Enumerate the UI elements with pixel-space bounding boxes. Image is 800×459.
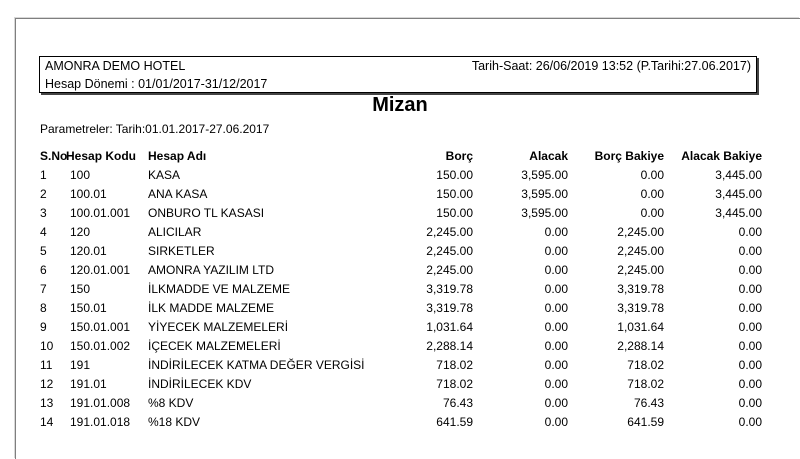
row-credit: 0.00 (544, 339, 568, 353)
table-row (0, 168, 800, 187)
row-credit: 0.00 (544, 225, 568, 239)
row-sno: 12 (40, 377, 54, 391)
table-row (0, 225, 800, 244)
table-row (0, 187, 800, 206)
row-sno: 6 (40, 263, 47, 277)
table-row (0, 301, 800, 320)
table-row (0, 339, 800, 358)
table-header (0, 149, 800, 165)
row-credit: 0.00 (544, 244, 568, 258)
row-debit: 150.00 (436, 168, 473, 182)
row-account-name: YİYECEK MALZEMELERİ (148, 320, 289, 334)
row-credit-balance: 0.00 (738, 225, 762, 239)
row-account-name: KASA (148, 168, 181, 182)
table-row (0, 396, 800, 415)
row-debit: 150.00 (436, 187, 473, 201)
row-credit-balance: 0.00 (738, 377, 762, 391)
row-debit-balance: 3,319.78 (617, 282, 664, 296)
row-credit-balance: 0.00 (738, 358, 762, 372)
row-credit-balance: 3,445.00 (715, 168, 762, 182)
row-debit-balance: 1,031.64 (617, 320, 664, 334)
row-sno: 3 (40, 206, 47, 220)
row-account-code: 191.01.008 (70, 396, 131, 410)
row-credit: 0.00 (544, 320, 568, 334)
column-header-debit: Borç (445, 149, 473, 163)
row-credit-balance: 0.00 (738, 396, 762, 410)
accounting-period: Hesap Dönemi : 01/01/2017-31/12/2017 (45, 77, 268, 91)
table-row (0, 358, 800, 377)
row-debit: 3,319.78 (426, 282, 473, 296)
table-row (0, 263, 800, 282)
row-sno: 8 (40, 301, 47, 315)
table-row (0, 282, 800, 301)
row-credit-balance: 0.00 (738, 339, 762, 353)
row-credit: 0.00 (544, 301, 568, 315)
row-account-name: SIRKETLER (148, 244, 215, 258)
row-account-code: 150.01 (70, 301, 107, 315)
row-credit: 3,595.00 (521, 168, 568, 182)
row-sno: 14 (40, 415, 54, 429)
row-sno: 2 (40, 187, 47, 201)
table-row (0, 320, 800, 339)
row-account-code: 100.01 (70, 187, 107, 201)
row-credit-balance: 3,445.00 (715, 206, 762, 220)
row-sno: 11 (40, 358, 53, 372)
row-credit: 0.00 (544, 263, 568, 277)
row-account-name: %8 KDV (148, 396, 194, 410)
column-header-credit: Alacak (529, 149, 568, 163)
row-account-code: 191.01 (70, 377, 107, 391)
row-account-code: 191 (70, 358, 91, 372)
row-debit-balance: 718.02 (627, 358, 664, 372)
row-sno: 10 (40, 339, 54, 353)
row-sno: 4 (40, 225, 47, 239)
row-sno: 5 (40, 244, 47, 258)
row-debit-balance: 641.59 (627, 415, 664, 429)
row-account-name: İNDİRİLECEK KDV (148, 377, 252, 391)
table-row (0, 377, 800, 396)
row-credit-balance: 0.00 (738, 320, 762, 334)
row-debit: 1,031.64 (426, 320, 473, 334)
row-account-name: İLK MADDE MALZEME (148, 301, 275, 315)
row-credit: 3,595.00 (521, 187, 568, 201)
row-credit-balance: 3,445.00 (715, 187, 762, 201)
row-account-name: ANA KASA (148, 187, 208, 201)
row-credit-balance: 0.00 (738, 263, 762, 277)
row-debit-balance: 3,319.78 (617, 301, 664, 315)
column-header-debit-balance: Borç Bakiye (594, 149, 664, 163)
column-header-account-code: Hesap Kodu (66, 149, 137, 163)
row-credit: 0.00 (544, 396, 568, 410)
row-debit-balance: 0.00 (640, 206, 664, 220)
row-debit-balance: 2,245.00 (617, 244, 664, 258)
row-sno: 13 (40, 396, 54, 410)
row-credit-balance: 0.00 (738, 282, 762, 296)
column-header-account-name: Hesap Adı (148, 149, 207, 163)
row-debit: 718.02 (436, 358, 473, 372)
row-account-code: 100 (70, 168, 91, 182)
row-credit: 0.00 (544, 377, 568, 391)
row-debit-balance: 76.43 (633, 396, 664, 410)
report-parameters: Parametreler: Tarih:01.01.2017-27.06.2017 (40, 122, 270, 136)
table-row (0, 206, 800, 225)
row-account-name: %18 KDV (148, 415, 201, 429)
row-account-code: 191.01.018 (70, 415, 131, 429)
row-debit-balance: 2,288.14 (617, 339, 664, 353)
row-sno: 1 (40, 168, 47, 182)
row-credit: 0.00 (544, 358, 568, 372)
row-sno: 7 (40, 282, 47, 296)
column-header-sno: S.No (40, 149, 68, 163)
row-sno: 9 (40, 320, 47, 334)
row-credit: 0.00 (544, 415, 568, 429)
row-credit-balance: 0.00 (738, 244, 762, 258)
row-account-code: 120.01 (70, 244, 107, 258)
row-account-name: AMONRA YAZILIM LTD (148, 263, 275, 277)
row-account-name: İLKMADDE VE MALZEME (148, 282, 291, 296)
row-account-code: 120 (70, 225, 91, 239)
row-debit: 3,319.78 (426, 301, 473, 315)
table-row (0, 415, 800, 434)
row-debit: 2,245.00 (426, 244, 473, 258)
row-debit: 2,288.14 (426, 339, 473, 353)
row-credit-balance: 0.00 (738, 301, 762, 315)
row-credit-balance: 0.00 (738, 415, 762, 429)
report-header-box (39, 56, 757, 93)
row-credit: 3,595.00 (521, 206, 568, 220)
row-debit-balance: 0.00 (640, 168, 664, 182)
row-debit: 2,245.00 (426, 263, 473, 277)
row-account-code: 120.01.001 (70, 263, 131, 277)
column-header-credit-balance: Alacak Bakiye (681, 149, 762, 163)
row-account-name: İÇECEK MALZEMELERİ (148, 339, 281, 353)
row-account-code: 100.01.001 (70, 206, 131, 220)
row-account-name: ONBURO TL KASASI (148, 206, 265, 220)
row-account-code: 150.01.002 (70, 339, 131, 353)
row-debit: 76.43 (442, 396, 473, 410)
report-datetime: Tarih-Saat: 26/06/2019 13:52 (P.Tarihi:27.06.2017) (471, 59, 751, 73)
report-title: Mizan (372, 94, 428, 116)
row-account-code: 150 (70, 282, 91, 296)
table-row (0, 244, 800, 263)
row-account-name: İNDİRİLECEK KATMA DEĞER VERGİSİ (148, 358, 365, 372)
row-debit-balance: 2,245.00 (617, 263, 664, 277)
row-debit: 2,245.00 (426, 225, 473, 239)
row-credit: 0.00 (544, 282, 568, 296)
row-debit: 150.00 (436, 206, 473, 220)
row-debit-balance: 2,245.00 (617, 225, 664, 239)
row-account-name: ALICILAR (148, 225, 202, 239)
hotel-name: AMONRA DEMO HOTEL (45, 59, 186, 73)
row-debit-balance: 718.02 (627, 377, 664, 391)
row-debit: 641.59 (436, 415, 473, 429)
row-debit-balance: 0.00 (640, 187, 664, 201)
row-debit: 718.02 (436, 377, 473, 391)
row-account-code: 150.01.001 (70, 320, 131, 334)
